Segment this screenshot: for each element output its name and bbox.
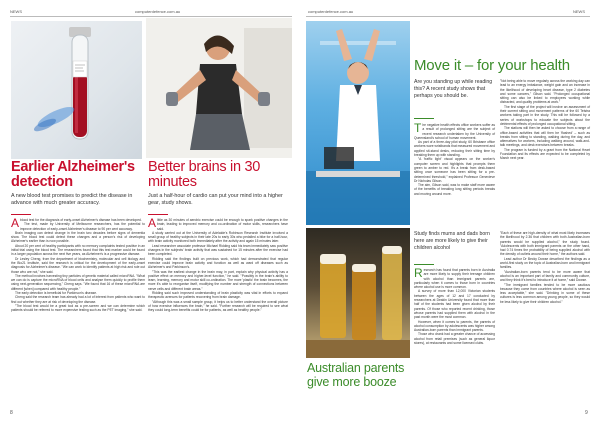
brain-paragraph: "Although this was a small sample group, it helps us to better understand the overall picture of how exercise influences the brain," he said. "Further research will be required to see what they could long-term benefits could be for patients, as well as healthy people." [148, 299, 288, 313]
left-site-label: computerdefence.com.au [135, 9, 181, 14]
booze-underline [414, 264, 434, 265]
brain-paragraph: A study carried out at the University of Adelaide's Robinson Research Institute involved a small group of healthy subjects in their late 20s to early 30s who pedalled a bike for a half-hour, with brain activity monitored both immediately after the activity and again 15 minutes later. [148, 230, 288, 244]
stretching-worker-illustration [306, 21, 410, 225]
move-paragraph: he negative health effects office workers suffer as a result of prolonged sitting are the subject of recent research undertaken by the University of Queensland's school of human movement. [414, 123, 495, 140]
left-section-label: NEWS [10, 9, 22, 14]
alzheimers-paragraph: About 20 per cent of healthy participants with no memory complaints tested positive in an initial trial using the blood test. The researchers found that this test marker could be found in a larger population across the next five years, as Alzheimer's is a progressive disease. [11, 243, 145, 257]
alzheimers-paragraph: Dr Lesley Cheng, from the department of biochemistry, molecular and cell biology and the Bio21 Institute, said the research is critical for the development of the early-onset diagnosis for Alzheimer's disease. "We can work to identify patients at high risk and rule out those who are not," she said. [11, 256, 145, 274]
booze-article-col2 [500, 231, 590, 304]
office-worker-photo [306, 21, 410, 225]
alzheimers-article-body [11, 218, 145, 313]
brain-dropcap: A [148, 216, 157, 230]
brain-headline: Better brains in 30 minutes [148, 159, 260, 190]
booze-dropcap: R [414, 266, 423, 280]
alzheimers-headline: Earlier Alzheimer's detection [11, 159, 135, 190]
booze-standfirst: Study finds mums and dads born here are more likely to give their children alcohol [414, 231, 490, 251]
booze-article-col1 [414, 268, 495, 345]
brain-standfirst: Just a half-hour of cardio can put your mind into a higher gear, study shows. [148, 193, 283, 206]
alzheimers-photo [11, 21, 142, 159]
alzheimers-paragraph: The test, made by University of Melbourne researchers, has the potential to improve detection of early-onset Alzheimer's disease to 90 per cent accuracy. [20, 222, 145, 231]
cycling-photo [146, 18, 292, 158]
move-paragraph: The first stage of the project will involve an assessment of their current sitting and movement patterns of the 60 Telstra workers taking part in the study. This will be followed by a series of workshops to educate the subjects about the detrimental effects of prolonged occupational sitting. [500, 104, 590, 126]
move-headline: Move it – for your health [414, 57, 570, 74]
woman-exercising-illustration [146, 18, 292, 158]
move-paragraph: As part of a three-day pilot study, 60 Brisbane office workers wore wristbands that measured movement and applied sit-stand desks, reducing their sitting time by breaking them up with standing. [414, 140, 495, 158]
right-page-number: 9 [585, 410, 588, 416]
brain-paragraph: little as 30 minutes of aerobic exercise could be enough to spark positive changes in the brain, leading to improved memory and co-ordination of motor skills, researchers have said. [157, 218, 288, 231]
move-paragraph: The stations will then be asked to choose from a range of office-based activities that will then be 'flashed' – such as breaks from sitting to standing, walking during the day, and alternatives for workers, including walking around, walk-and-talk meetings, and desk exercises between breaks. [500, 126, 590, 148]
alzheimers-paragraph: blood test for the diagnosis of early-onset Alzheimer's disease has been developed. [20, 218, 142, 222]
move-underline [414, 118, 434, 119]
move-paragraph: "A 'traffic light' visual appears on the worker's computer screen and highlights that prompts them green to amber to red. It's a break from desk-based sitting once someone has been sitting for a pre-determined threshold," explained Professor Genevieve Dr Nicholas Gilson. [414, 157, 495, 183]
alzheimers-paragraph: The early detection is beneficial for Parkinson's disease. [15, 291, 97, 296]
alzheimers-paragraph: Cheng said the research team has already had a lot of interest from patients who want to find out whether they are at risk of developing the disease. [11, 295, 145, 304]
right-header-rule [306, 16, 590, 17]
booze-paragraph: Lead author Dr Becky Dowse described the findings as a world-first study on the topic of Australian-born and immigrant families. [500, 256, 590, 270]
booze-paragraph: "The immigrant families tended to be more cautious because they come from countries where alcohol is seen as less acceptable," she said. "Drinking in some of these cultures is less common among young people, so they would be less likely to give their children alcohol." [500, 282, 590, 304]
left-page-number: 8 [10, 410, 13, 416]
booze-paragraph: "Each of these are high-density of what most likely increases the likelihood by 2.36 that children with both Australian-born parents would be supplied alcohol," the study found. "Adolescents with both immigrant parents on the other hand, had 0.74 times the probability of being supplied alcohol with the density of outlets around their home," the authors said. [500, 231, 590, 257]
booze-paragraph: esearch has found that parents born in Australia are more likely to supply their teenage children with alcohol than immigrant parents are, particularly when it comes to those born in countries where alcohol use is more common. [414, 268, 495, 290]
move-paragraph: The program is funded by a grant from the National Heart Foundation and its effects are expected to be completed by March next year. [500, 147, 590, 161]
alzheimers-paragraph: "The blood test would be a great tool as a pre-screen and we can determine which patients should be referred to more expensive testing such as the PET imaging," she said. [11, 303, 145, 313]
alzheimers-standfirst: A new blood test promises to predict the disease in advance with much greater accuracy. [11, 193, 133, 206]
move-article-col2 [500, 79, 590, 161]
move-paragraph: The aim, Gilson said, was to make staff more aware of the benefits of breaking long sitting periods breaks and moving around more. [414, 183, 495, 196]
right-site-label: computerdefence.com.au [308, 9, 354, 14]
booze-paragraph: However, when it comes to parents, the parents of alcohol consumption by adolescents was higher among Australian-born parents than immigrant parents. [414, 319, 495, 333]
alcohol-photo [306, 228, 410, 358]
right-section-label: NEWS [573, 9, 585, 14]
beer-glasses-illustration [306, 228, 410, 358]
booze-paragraph: Those who drank had a greater chance of accessing alcohol from retail premises (such as general liquor stores), at restaurants and some licensed clubs. [414, 332, 495, 346]
blood-tube-illustration [11, 21, 142, 159]
move-paragraph: "Not being able to move regularly across the working day can lead to an energy imbalance, weight gain and an increase in the likelihood of developing heart disease, type 2 diabetes and some cancers," Gilson said. "Prolonged occupational sitting can also be linked to employees working while distracted, and quality problems at work." [500, 79, 590, 105]
brain-paragraph: Ridding said such improved understanding of brain plasticity was vital in efforts to expand therapeutic avenues for patients recovering from brain damage. [148, 291, 288, 300]
booze-paragraph: "Australian-born parents tend to be more aware that alcohol is an important part of family and community culture, and they think it's best to introduce it at home," said Dowse. [500, 269, 590, 283]
brain-paragraph: Lead researcher associate professor Michael Ridding said his team immediately saw positive changes in the subjects' brain activity that was sustained for 15 minutes after the exercise had been completed. [148, 243, 288, 257]
alzheimers-paragraph: The method involves harvesting tiny particles of genetic material called microRNA. "What we can do is capture the microRNA of blood cells and analyse them quickly to profile them using next-generation sequencing," Cheng says. "We found that 16 of these microRNA are different [when] compared with healthy people." [11, 273, 145, 291]
move-dropcap: T [414, 121, 422, 135]
brain-article-body [148, 218, 288, 313]
move-standfirst: Are you standing up while reading this? A recent study shows that perhaps you should be. [414, 79, 493, 99]
alzheimers-dropcap: A [11, 216, 20, 230]
alzheimers-underline [11, 214, 31, 215]
alzheimers-paragraph: Brain imaging can detect change in the brain two decades before signs of dementia show. The blood test could detect these changes and a person's risk of developing Alzheimer's earlier than is now possible. [11, 230, 145, 244]
brain-paragraph: "This was the earliest change in the brain may, in part, explain why physical activity has a positive effect on memory and higher-level function," he said. "Possibly in the brain's ability to learn, learning, memory and motor skill co-ordination. The more 'plastic' the brain becomes, the more it's able to reorganise itself, modifying the number and strength of connections between nerve cells and different brain areas." [148, 269, 288, 291]
booze-paragraph: A survey of more than 12,000 Victorian students between the ages of 12 and 17 conducted by researchers at Deakin University found that more than half of the students had been given alcohol by their parents. Of those who reported recent drinking, those whose parents had supplied them with alcohol in the past month were the most common. [414, 289, 495, 320]
left-header-rule [10, 16, 292, 17]
booze-headline: Australian parents give more booze [307, 361, 405, 389]
brain-paragraph: Ridding said the findings built on previous work, which had demonstrated that regular exercise could improve brain activity and function as well as ward off diseases such as Alzheimer's and Parkinson's. [148, 256, 288, 270]
brain-underline [148, 214, 168, 215]
move-article-col1 [414, 123, 495, 196]
